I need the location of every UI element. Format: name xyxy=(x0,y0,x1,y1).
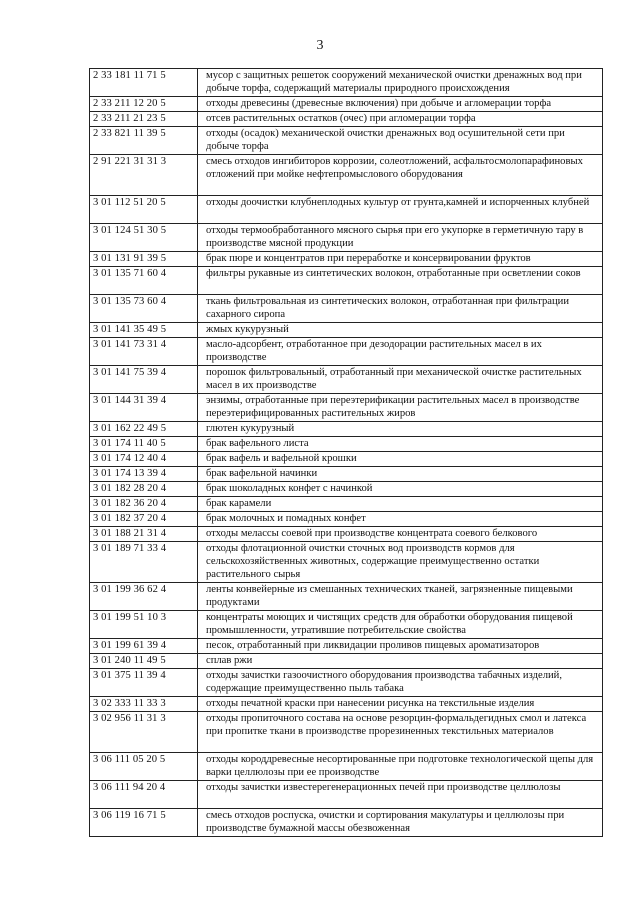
table-row xyxy=(90,669,603,697)
table-row xyxy=(90,155,603,196)
waste-code-cell: 3 01 375 11 39 4 xyxy=(90,669,198,697)
waste-description-cell: брак вафельной начинки xyxy=(198,467,603,482)
page-number: 3 xyxy=(316,38,324,53)
table-row xyxy=(90,267,603,295)
waste-code-cell: 3 06 111 05 20 5 xyxy=(90,753,198,781)
table-row xyxy=(90,781,603,809)
waste-description-cell: отходы древесины (древесные включения) при добыче и агломерации торфа xyxy=(198,97,603,112)
waste-description-cell: отходы (осадок) механической очистки дренажных вод осушительной сети при добыче торфа xyxy=(198,127,603,155)
waste-code-cell: 2 91 221 31 31 3 xyxy=(90,155,198,196)
table-row xyxy=(90,437,603,452)
waste-description-cell: песок, отработанный при ликвидации проливов пищевых ароматизаторов xyxy=(198,639,603,654)
table-row xyxy=(90,639,603,654)
waste-description-cell: отходы зачистки известерегенерационных печей при производстве целлюлозы xyxy=(198,781,603,809)
table-row xyxy=(90,527,603,542)
table-row xyxy=(90,809,603,837)
table-row xyxy=(90,467,603,482)
waste-description-cell: мусор с защитных решеток сооружений механической очистки дренажных вод при добыче торфа, содержащий материалы природного происхождения xyxy=(198,69,603,97)
table-row xyxy=(90,394,603,422)
table-row xyxy=(90,323,603,338)
table-row xyxy=(90,127,603,155)
waste-description-cell: масло-адсорбент, отработанное при дезодорации растительных масел в их производстве xyxy=(198,338,603,366)
table-row xyxy=(90,654,603,669)
table-row xyxy=(90,712,603,753)
waste-description-cell: концентраты моющих и чистящих средств для обработки оборудования пищевой промышленности, утратившие потребительские свойства xyxy=(198,611,603,639)
waste-code-cell: 3 01 174 12 40 4 xyxy=(90,452,198,467)
table-row xyxy=(90,338,603,366)
table-row xyxy=(90,97,603,112)
waste-description-cell: ленты конвейерные из смешанных технических тканей, загрязненные пищевыми продуктами xyxy=(198,583,603,611)
waste-code-cell: 3 01 199 61 39 4 xyxy=(90,639,198,654)
waste-description-cell: отходы печатной краски при нанесении рисунка на текстильные изделия xyxy=(198,697,603,712)
table-body xyxy=(90,69,603,837)
table-row xyxy=(90,452,603,467)
table-row xyxy=(90,69,603,97)
waste-description-cell: смесь отходов роспуска, очистки и сортирования макулатуры и целлюлозы при производстве бумажной массы обезвоженная xyxy=(198,809,603,837)
table-row xyxy=(90,224,603,252)
waste-description-cell: смесь отходов ингибиторов коррозии, солеотложений, асфальтосмолопарафиновых отложений при мойке нефтепромыслового оборудования xyxy=(198,155,603,196)
waste-description-cell: энзимы, отработанные при переэтерификации растительных масел в производстве переэтерифицированных растительных жиров xyxy=(198,394,603,422)
waste-code-cell: 3 02 333 11 33 3 xyxy=(90,697,198,712)
waste-code-cell: 3 01 135 73 60 4 xyxy=(90,295,198,323)
waste-description-cell: отсев растительных остатков (очес) при агломерации торфа xyxy=(198,112,603,127)
waste-code-cell: 2 33 211 21 23 5 xyxy=(90,112,198,127)
waste-code-cell: 3 01 199 51 10 3 xyxy=(90,611,198,639)
waste-description-cell: сплав ржи xyxy=(198,654,603,669)
waste-description-cell: отходы флотационной очистки сточных вод производств кормов для сельскохозяйственных животных, содержащие преимущественно остатки растительного сырья xyxy=(198,542,603,583)
waste-description-cell: брак молочных и помадных конфет xyxy=(198,512,603,527)
waste-description-cell: брак вафельного листа xyxy=(198,437,603,452)
table-row xyxy=(90,512,603,527)
waste-code-cell: 3 01 112 51 20 5 xyxy=(90,196,198,224)
waste-code-cell: 3 01 174 13 39 4 xyxy=(90,467,198,482)
waste-code-cell: 3 01 189 71 33 4 xyxy=(90,542,198,583)
waste-description-cell: отходы доочистки клубнеплодных культур от грунта,камней и испорченных клубней xyxy=(198,196,603,224)
table-row xyxy=(90,422,603,437)
waste-code-cell: 3 01 124 51 30 5 xyxy=(90,224,198,252)
waste-code-cell: 3 01 141 35 49 5 xyxy=(90,323,198,338)
table-row xyxy=(90,497,603,512)
waste-description-cell: глютен кукурузный xyxy=(198,422,603,437)
table-row xyxy=(90,196,603,224)
waste-description-cell: брак пюре и концентратов при переработке и консервировании фруктов xyxy=(198,252,603,267)
waste-code-cell: 3 01 182 36 20 4 xyxy=(90,497,198,512)
waste-code-cell: 3 06 119 16 71 5 xyxy=(90,809,198,837)
table-row xyxy=(90,583,603,611)
waste-code-cell: 3 01 162 22 49 5 xyxy=(90,422,198,437)
table-row xyxy=(90,112,603,127)
waste-description-cell: отходы термообработанного мясного сырья при его укупорке в герметичную тару в производстве мясной продукции xyxy=(198,224,603,252)
waste-code-cell: 3 01 188 21 31 4 xyxy=(90,527,198,542)
waste-codes-table xyxy=(89,68,603,837)
table-row xyxy=(90,542,603,583)
waste-description-cell: порошок фильтровальный, отработанный при механической очистке растительных масел в их производстве xyxy=(198,366,603,394)
waste-description-cell: отходы короддревесные несортированные при подготовке технологической щепы для варки целлюлозы при ее производстве xyxy=(198,753,603,781)
table-row xyxy=(90,482,603,497)
waste-description-cell: брак вафель и вафельной крошки xyxy=(198,452,603,467)
table-row xyxy=(90,366,603,394)
waste-code-cell: 3 01 131 91 39 5 xyxy=(90,252,198,267)
waste-code-cell: 2 33 181 11 71 5 xyxy=(90,69,198,97)
waste-description-cell: брак шоколадных конфет с начинкой xyxy=(198,482,603,497)
waste-description-cell: отходы зачистки газоочистного оборудования производства табачных изделий, содержащие преимущественно пыль табака xyxy=(198,669,603,697)
waste-code-cell: 3 01 240 11 49 5 xyxy=(90,654,198,669)
waste-code-cell: 3 01 141 73 31 4 xyxy=(90,338,198,366)
waste-code-cell: 3 01 182 28 20 4 xyxy=(90,482,198,497)
waste-description-cell: фильтры рукавные из синтетических волокон, отработанные при осветлении соков xyxy=(198,267,603,295)
waste-code-cell: 2 33 821 11 39 5 xyxy=(90,127,198,155)
waste-code-cell: 3 01 144 31 39 4 xyxy=(90,394,198,422)
waste-code-cell: 3 02 956 11 31 3 xyxy=(90,712,198,753)
table-row xyxy=(90,697,603,712)
waste-code-cell: 3 01 135 71 60 4 xyxy=(90,267,198,295)
waste-description-cell: жмых кукурузный xyxy=(198,323,603,338)
waste-description-cell: отходы мелассы соевой при производстве концентрата соевого белкового xyxy=(198,527,603,542)
table-row xyxy=(90,611,603,639)
waste-code-cell: 3 01 174 11 40 5 xyxy=(90,437,198,452)
waste-description-cell: отходы пропиточного состава на основе резорцин-формальдегидных смол и латекса при пропитке ткани в производстве прорезиненных текстильных материалов xyxy=(198,712,603,753)
waste-description-cell: брак карамели xyxy=(198,497,603,512)
waste-code-cell: 2 33 211 12 20 5 xyxy=(90,97,198,112)
waste-code-cell: 3 01 199 36 62 4 xyxy=(90,583,198,611)
table-row xyxy=(90,295,603,323)
table-row xyxy=(90,252,603,267)
waste-code-cell: 3 01 141 75 39 4 xyxy=(90,366,198,394)
waste-code-cell: 3 06 111 94 20 4 xyxy=(90,781,198,809)
waste-description-cell: ткань фильтровальная из синтетических волокон, отработанная при фильтрации сахарного сиропа xyxy=(198,295,603,323)
table-row xyxy=(90,753,603,781)
waste-code-cell: 3 01 182 37 20 4 xyxy=(90,512,198,527)
